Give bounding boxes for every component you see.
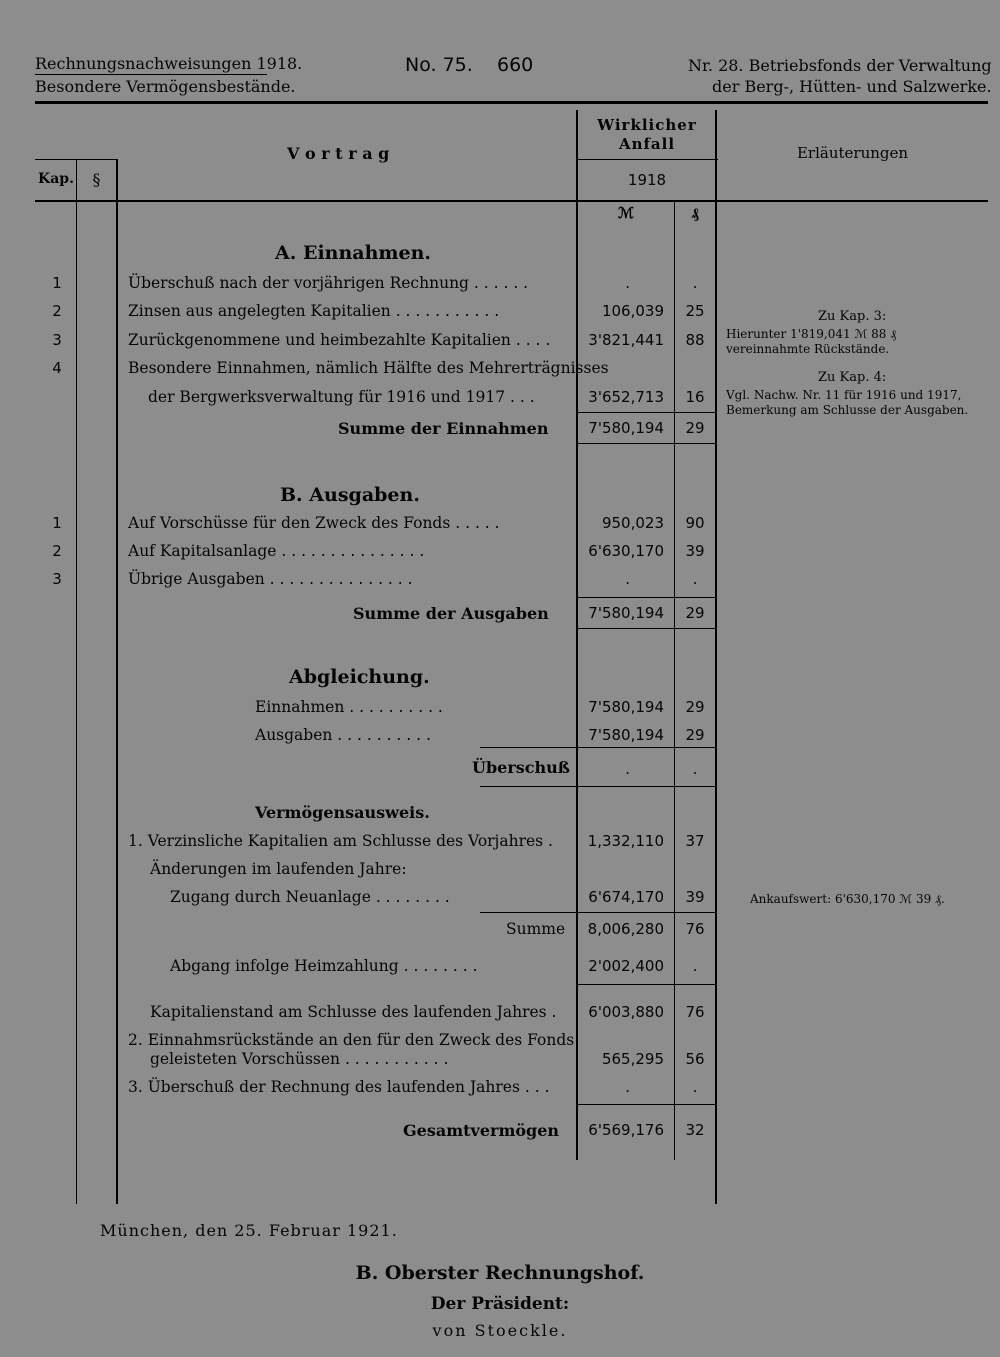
ausgaben-row-kap: 2 [52, 542, 62, 560]
ausgaben-summe-mark: 7'580,194 [588, 604, 664, 622]
note-kap4-title: Zu Kap. 4: [818, 370, 887, 385]
vermoegen-row3-mark: . [625, 1078, 630, 1096]
einnahmen-row-text: Besondere Einnahmen, nämlich Hälfte des Mehrerträgnisses [128, 359, 609, 377]
abgleichung-ausgaben-mark: 7'580,194 [588, 726, 664, 744]
vermoegen-row1-mark: 1,332,110 [587, 832, 664, 850]
header-left-line2: Besondere Vermögensbestände. [35, 77, 296, 96]
abgleichung-einnahmen-label: Einnahmen . . . . . . . . . . [255, 698, 443, 716]
einnahmen-row-mark: 3'652,713 [588, 388, 664, 406]
pfennig-unit-header: ₰ [691, 204, 699, 222]
vermoegen-summe-label: Summe [506, 920, 566, 938]
vermoegen-summe-mark: 8,006,280 [587, 920, 664, 938]
vermoegen-summe-pf: 76 [685, 920, 705, 938]
note-kap4-text: Vgl. Nachw. Nr. 11 für 1916 und 1917, Bemerkung am Schlusse der Ausgaben. [726, 388, 969, 417]
column-divider-anfall [715, 110, 717, 1204]
document-number: No. 75. [405, 54, 473, 76]
kap-header: Kap. [38, 171, 74, 187]
vermoegen-abgang-rule [578, 984, 715, 985]
section-vermoegen-title: Vermögensausweis. [255, 803, 430, 822]
column-divider-para [116, 159, 118, 1204]
paragraph-header: § [92, 170, 101, 189]
vermoegen-kapitalstand-pf: 76 [685, 1003, 705, 1021]
office-name: B. Oberster Rechnungshof. [355, 1262, 645, 1284]
abgleichung-ueberschuss-mark: . [625, 760, 630, 778]
vermoegen-gesamt-rule [578, 1104, 715, 1105]
vermoegen-kapitalstand-text: Kapitalienstand am Schlusse des laufenden Jahres . [150, 1003, 557, 1021]
erlaeuterungen-header: Erläuterungen [796, 144, 909, 162]
vermoegen-row2-line2: geleisteten Vorschüssen . . . . . . . . . . . [150, 1050, 449, 1068]
einnahmen-row-mark: 106,039 [601, 302, 664, 320]
ausgaben-summe-pf: 29 [685, 604, 705, 622]
einnahmen-row-text: Zurückgenommene und heimbezahlte Kapitalien . . . . [128, 331, 551, 349]
ausgaben-row-mark: 6'630,170 [588, 542, 664, 560]
einnahmen-row-text: Überschuß nach der vorjährigen Rechnung . . . . . . [128, 274, 529, 292]
einnahmen-summe-label: Summe der Einnahmen [338, 419, 549, 438]
section-ausgaben-title: B. Ausgaben. [280, 484, 420, 506]
ausgaben-sum-rule [578, 597, 715, 598]
note-ankaufswert: Ankaufswert: 6'630,170 ℳ 39 ₰. [750, 892, 945, 906]
header-left-line1: Rechnungsnachweisungen 1918. [35, 54, 303, 73]
ausgaben-row-pf: . [692, 570, 698, 588]
note-kap3-title: Zu Kap. 3: [818, 309, 887, 324]
abgleichung-ausgaben-pf: 29 [685, 726, 705, 744]
ausgaben-row-kap: 3 [52, 570, 62, 588]
vermoegen-row1-pf: 37 [685, 832, 705, 850]
einnahmen-sum-bottom-rule [578, 443, 715, 444]
vermoegen-gesamt-label: Gesamtvermögen [403, 1121, 560, 1140]
vermoegen-zugang-text: Zugang durch Neuanlage . . . . . . . . [170, 888, 450, 906]
ausgaben-row-text: Übrige Ausgaben . . . . . . . . . . . . . . . [128, 570, 413, 588]
ausgaben-summe-label: Summe der Ausgaben [353, 604, 549, 623]
ausgaben-sum-bottom-rule [578, 628, 715, 629]
abgleichung-ueberschuss-pf: . [692, 760, 698, 778]
abgleichung-rule [480, 747, 715, 748]
column-divider-vortrag [576, 110, 578, 1160]
anfall-header: Anfall [618, 135, 676, 153]
mark-unit-header: ℳ [617, 204, 635, 222]
vermoegen-row2-line1: 2. Einnahmsrückstände an den für den Zweck des Fonds [128, 1031, 575, 1049]
einnahmen-row-mark: 3'821,441 [588, 331, 664, 349]
vermoegen-gesamt-pf: 32 [685, 1121, 705, 1139]
vermoegen-kapitalstand-mark: 6'003,880 [588, 1003, 664, 1021]
vermoegen-row3-pf: . [692, 1078, 698, 1096]
vermoegen-row2-mark: 565,295 [601, 1050, 664, 1068]
einnahmen-row-pf: . [692, 274, 698, 292]
note-kap3-text: Hierunter 1'819,041 ℳ 88 ₰ vereinnahmte Rückstände. [726, 327, 897, 356]
einnahmen-row-text: der Bergwerksverwaltung für 1916 und 1917 . . . [148, 388, 535, 406]
ausgaben-row-text: Auf Kapitalsanlage . . . . . . . . . . . . . . . [128, 542, 425, 560]
ausgaben-row-mark: . [625, 570, 630, 588]
ausgaben-row-pf: 39 [685, 542, 705, 560]
vermoegen-row2-pf: 56 [685, 1050, 705, 1068]
abgleichung-einnahmen-mark: 7'580,194 [588, 698, 664, 716]
section-einnahmen-title: A. Einnahmen. [275, 242, 432, 264]
abgleichung-bottom-rule [480, 786, 715, 787]
einnahmen-summe-mark: 7'580,194 [588, 419, 664, 437]
abgleichung-einnahmen-pf: 29 [685, 698, 705, 716]
vermoegen-zugang-mark: 6'674,170 [588, 888, 664, 906]
section-abgleichung-title: Abgleichung. [289, 666, 430, 688]
top-rule [35, 101, 988, 104]
einnahmen-row-pf: 88 [685, 331, 705, 349]
vermoegen-aenderungen-label: Änderungen im laufenden Jahre: [150, 860, 407, 878]
einnahmen-row-pf: 16 [685, 388, 705, 406]
ausgaben-row-mark: 950,023 [601, 514, 664, 532]
einnahmen-row-kap: 4 [52, 359, 62, 377]
einnahmen-row-mark: . [625, 274, 630, 292]
vermoegen-zugang-pf: 39 [685, 888, 705, 906]
anfall-header-rule [578, 159, 718, 160]
vortrag-header: V o r t r a g [287, 144, 390, 163]
einnahmen-row-text: Zinsen aus angelegten Kapitalien . . . . . . . . . . . [128, 302, 500, 320]
einnahmen-row-kap: 2 [52, 302, 62, 320]
vermoegen-abgang-mark: 2'002,400 [588, 957, 664, 975]
year-header: 1918 [627, 171, 667, 189]
einnahmen-row-kap: 1 [52, 274, 62, 292]
einnahmen-sum-rule [578, 412, 715, 413]
vermoegen-gesamt-mark: 6'569,176 [588, 1121, 664, 1139]
signatory-role: Der Präsident: [430, 1294, 570, 1314]
header-underline [35, 74, 267, 75]
page-number: 660 [497, 54, 534, 76]
abgleichung-ueberschuss-label: Überschuß [472, 758, 570, 777]
place-date: München, den 25. Februar 1921. [100, 1221, 398, 1240]
einnahmen-row-pf: 25 [685, 302, 705, 320]
ausgaben-row-kap: 1 [52, 514, 62, 532]
header-right-line1: Nr. 28. Betriebsfonds der Verwaltung [688, 56, 992, 75]
vermoegen-abgang-text: Abgang infolge Heimzahlung . . . . . . . . [170, 957, 478, 975]
vermoegen-abgang-pf: . [692, 957, 698, 975]
einnahmen-row-kap: 3 [52, 331, 62, 349]
vermoegen-row1-text: 1. Verzinsliche Kapitalien am Schlusse des Vorjahres . [128, 832, 553, 850]
wirklicher-header: Wirklicher [597, 116, 697, 134]
header-bottom-rule [35, 200, 988, 202]
abgleichung-ausgaben-label: Ausgaben . . . . . . . . . . [255, 726, 431, 744]
signatory-name: von Stoeckle. [432, 1321, 568, 1340]
ausgaben-row-pf: 90 [685, 514, 705, 532]
header-right-line2: der Berg-, Hütten- und Salzwerke. [712, 77, 992, 96]
vermoegen-zugang-rule [480, 912, 715, 913]
ausgaben-row-text: Auf Vorschüsse für den Zweck des Fonds . . . . . [128, 514, 500, 532]
einnahmen-summe-pf: 29 [685, 419, 705, 437]
vermoegen-row3-text: 3. Überschuß der Rechnung des laufenden Jahres . . . [128, 1078, 550, 1096]
